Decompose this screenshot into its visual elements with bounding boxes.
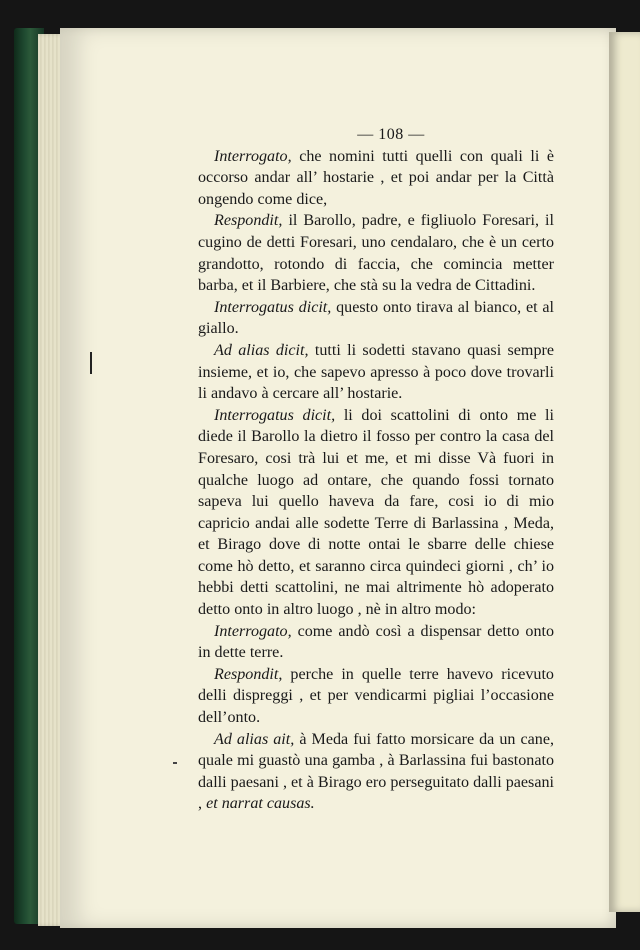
page-number: — 108 —: [357, 126, 425, 143]
paragraph-body: che nomini tutti quelli con quali li è occorso andar all’ hostarie , et poi andar per la Città ongendo come dice,: [198, 147, 554, 208]
paragraph-lead: Interrogato,: [214, 147, 292, 165]
paragraph-lead: Respondit,: [214, 665, 283, 683]
paragraph-tail: et narrat causas.: [206, 795, 315, 813]
paragraph-lead: Interrogatus dicit,: [214, 406, 336, 424]
paragraph: [198, 340, 554, 405]
paragraph-lead: Respondit,: [214, 212, 283, 230]
paragraph-body: questo onto tirava al bianco, et al giallo.: [198, 298, 554, 338]
paragraph-body: come andò così a dispensar detto onto in dette terre.: [198, 622, 555, 662]
paragraph-body: li doi scattolini di onto me li diede il Barollo la dietro il fosso per contro la casa del Foresaro, cosi trà lui et me, et mi disse Và fuori in qualche luogo ad ontare, che quando fossi tornato sapeva lui quello haveva da fare, cosi io di mio capricio andai alle sodette Terre di Barlassina , Meda, et Birago dove di notte ontai le sbarre delle chiese come hò detto, et saranno circa quindeci giorni , ch’ io hebbi detti scattolini, ne mai altrimente hò adoperato detto onto in altro luogo , nè in altro modo:: [198, 406, 554, 619]
paragraph: [198, 405, 554, 621]
next-page-edge: [609, 32, 640, 912]
paragraph: [198, 621, 554, 664]
paragraph-lead: Interrogato,: [214, 622, 292, 640]
ink-speck: [173, 762, 177, 764]
paragraph-body: perche in quelle terre havevo ricevuto delli dispreggi , et per vendicarmi pigliai l’occasione dell’onto.: [198, 665, 554, 727]
paragraph-lead: Ad alias dicit,: [214, 341, 309, 359]
paragraph: [198, 210, 554, 296]
paragraph-body: il Barollo, padre, e figliuolo Foresari, il cugino de detti Foresari, uno cendalaro, che è un certo grandotto, rotondo di faccia, che comincia metter barba, et il Barbiere, che stà su la vedra de Cittadini.: [198, 212, 554, 295]
paragraph: [198, 146, 554, 211]
paragraph-lead: Ad alias ait,: [214, 730, 295, 748]
paragraph-body: à Meda fui fatto morsicare da un cane, quale mi guastò una gamba , à Barlassina fui bastonato dalli paesani , et à Birago ero perseguitato dalli paesani ,: [198, 730, 554, 813]
paragraph-lead: Interrogatus dicit,: [214, 298, 332, 316]
margin-mark: [90, 352, 92, 374]
paragraph: [198, 297, 554, 340]
page-text: [198, 124, 554, 815]
paragraph: [198, 729, 554, 815]
paragraph-body: tutti li sodetti stavano quasi sempre insieme, et io, che sapevo apresso à poco dove trovarli li andavo à cercare all’ hostarie.: [198, 341, 554, 403]
paragraph: [198, 664, 554, 729]
